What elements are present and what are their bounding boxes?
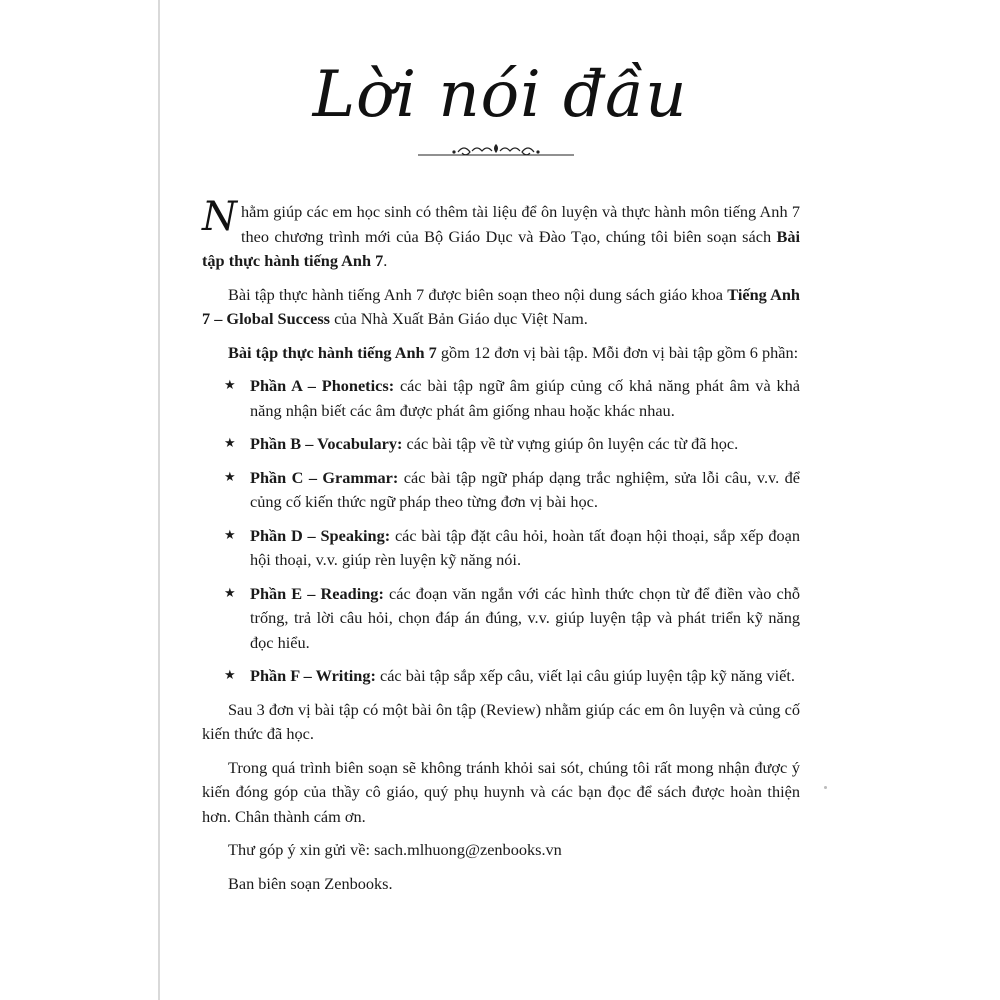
star-icon: ★ xyxy=(224,668,236,683)
page-title: Lời nói đầu xyxy=(312,58,688,132)
book-title: Bài tập thực hành tiếng Anh 7 xyxy=(202,226,800,270)
star-icon: ★ xyxy=(224,527,236,543)
feedback-paragraph: Trong quá trình biên soạn sẽ không tránh khỏi sai sót, chúng tôi rất mong nhận được ý kiến đóng góp của thầy cô giáo, quý phụ huynh và các bạn đọc để sách được hoàn thiện hơn. Chân thành cám ơn. xyxy=(202,757,800,826)
signature: Ban biên soạn Zenbooks. xyxy=(228,873,393,893)
preface-body xyxy=(202,194,801,905)
list-item: ★ Phần B – Vocabulary: các bài tập về từ vựng giúp ôn luyện các từ đã học. xyxy=(202,432,800,457)
star-icon: ★ xyxy=(224,585,236,601)
star-icon: ★ xyxy=(224,378,236,393)
flourish-divider-icon xyxy=(418,140,574,162)
parts-list xyxy=(202,374,800,689)
star-icon: ★ xyxy=(224,436,236,451)
review-paragraph: Sau 3 đơn vị bài tập có một bài ôn tập (Review) nhằm giúp các em ôn luyện và củng cố kiến thức đã học. xyxy=(202,699,800,743)
list-item: ★ Phần C – Grammar: các bài tập ngữ pháp dạng trắc nghiệm, sửa lỗi câu, v.v. để củng cố kiến thức ngữ pháp theo từng đơn vị bài học. xyxy=(224,467,800,511)
intro-paragraph: Nhằm giúp các em học sinh có thêm tài liệu để ôn luyện và thực hành môn tiếng Anh 7 theo chương trình mới của Bộ Giáo Dục và Đào Tạo, chúng tôi biên soạn sách Bài tập thực hành tiếng Anh 7. xyxy=(202,194,800,270)
textbook-title: Tiếng Anh 7 – Global Success xyxy=(202,284,800,328)
list-item: ★ Phần D – Speaking: các bài tập đặt câu hỏi, hoàn tất đoạn hội thoại, sắp xếp đoạn hội thoại, v.v. giúp rèn luyện kỹ năng nói. xyxy=(224,525,800,569)
star-icon: ★ xyxy=(224,469,236,485)
scan-speck xyxy=(824,786,827,789)
list-item: ★ Phần A – Phonetics: các bài tập ngữ âm giúp củng cố khả năng phát âm và khả năng nhận biết các âm được phát âm giống nhau hoặc khác nhau. xyxy=(224,376,801,420)
book-title: Bài tập thực hành tiếng Anh 7 xyxy=(228,342,437,362)
structure-paragraph: Bài tập thực hành tiếng Anh 7 gồm 12 đơn vị bài tập. Mỗi đơn vị bài tập gồm 6 phần: xyxy=(228,342,799,362)
list-item: ★ Phần E – Reading: các đoạn văn ngắn với các hình thức chọn từ để điền vào chỗ trống, trả lời câu hỏi, chọn đáp án đúng, v.v. giúp luyện tập và phát triển kỹ năng đọc hiểu. xyxy=(224,583,800,652)
page-edge-line xyxy=(158,0,160,1000)
list-item: ★ Phần F – Writing: các bài tập sắp xếp câu, viết lại câu giúp luyện tập kỹ năng viết. xyxy=(202,664,800,689)
source-paragraph: Bài tập thực hành tiếng Anh 7 được biên soạn theo nội dung sách giáo khoa Tiếng Anh 7 – Global Success của Nhà Xuất Bản Giáo dục Việt Nam. xyxy=(202,284,800,328)
contact-paragraph: Thư góp ý xin gửi về: sach.mlhuong@zenbooks.vn xyxy=(228,840,562,859)
drop-cap: N xyxy=(202,194,237,240)
